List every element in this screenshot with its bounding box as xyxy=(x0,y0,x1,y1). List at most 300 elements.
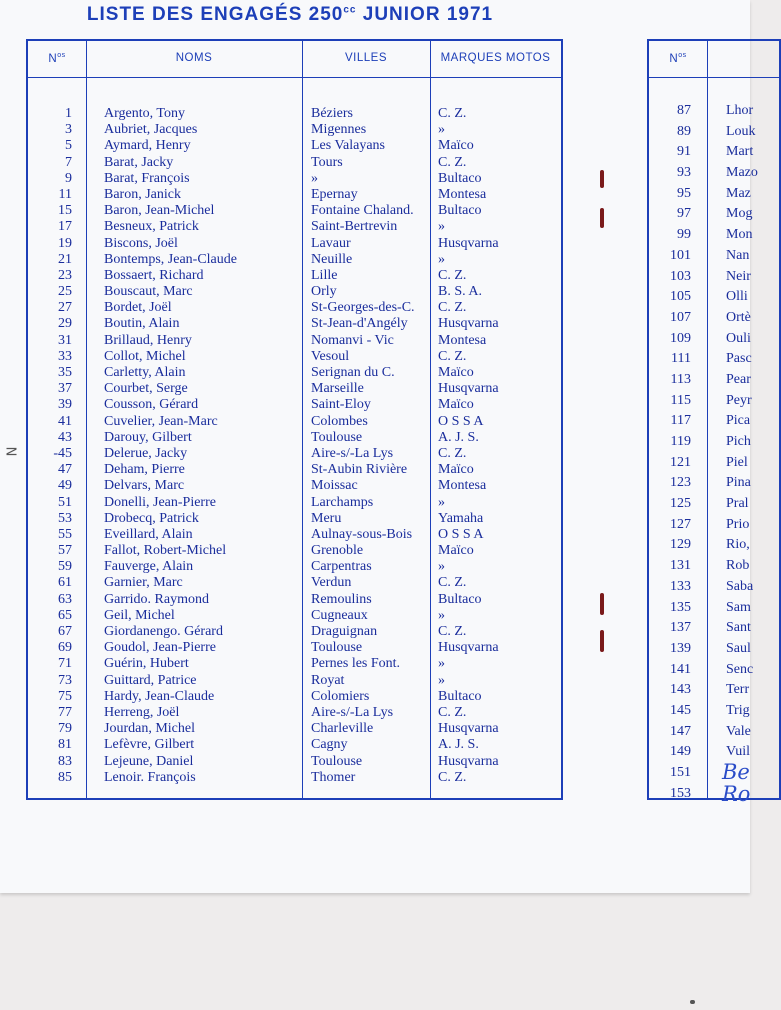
entry-number: 125 xyxy=(670,496,691,512)
entry-brand: C. Z. xyxy=(438,624,467,639)
entry-name: Herreng, Joël xyxy=(104,704,180,720)
entry-row xyxy=(28,430,561,446)
entry-number: 101 xyxy=(670,247,691,263)
entry-row xyxy=(28,737,561,753)
entry-city: Draguignan xyxy=(311,624,378,639)
entry-name: Hardy, Jean-Claude xyxy=(104,688,215,704)
next-entry-row xyxy=(649,205,779,226)
entry-number: 25 xyxy=(58,284,72,300)
entry-name: Maz xyxy=(726,185,751,201)
next-header-num: $N^{os}$ xyxy=(669,52,687,65)
entry-row xyxy=(28,640,561,656)
next-entry-row xyxy=(649,350,779,371)
entry-brand: A. J. S. xyxy=(438,429,479,445)
entry-number: 77 xyxy=(58,704,72,720)
entry-brand: Husqvarna xyxy=(438,721,499,737)
entry-number: 5 xyxy=(65,138,72,154)
entry-row xyxy=(28,592,561,608)
entry-city: Toulouse xyxy=(311,640,363,656)
entry-number: 79 xyxy=(58,721,72,737)
entry-brand: C. Z. xyxy=(438,769,467,785)
entry-row xyxy=(28,138,561,154)
entry-row xyxy=(28,284,561,300)
entry-number: 123 xyxy=(670,475,691,491)
entry-name: Delvars, Marc xyxy=(104,478,185,494)
entry-city: Aire-s/-La Lys xyxy=(311,445,394,461)
entry-name: Neir xyxy=(726,268,751,284)
entry-number: 1 xyxy=(65,106,72,121)
entry-brand: Bultaco xyxy=(438,591,482,607)
next-entry-row xyxy=(649,454,779,475)
entry-brand: Maïco xyxy=(438,543,474,559)
entry-city: Toulouse xyxy=(311,429,363,445)
next-entry-row xyxy=(649,371,779,392)
entry-name: Lefèvre, Gilbert xyxy=(104,737,195,753)
entry-name: Mazo xyxy=(726,165,758,181)
entry-name: Peyr xyxy=(726,392,752,408)
entry-number: 85 xyxy=(58,769,72,785)
entry-brand: » xyxy=(438,251,445,267)
binding-hole-mark xyxy=(600,630,604,652)
entry-number: 35 xyxy=(58,365,72,380)
entry-row xyxy=(28,559,561,575)
entry-city: Moissac xyxy=(311,478,358,494)
entry-number: 103 xyxy=(670,268,691,284)
entry-number: 9 xyxy=(65,170,72,186)
entry-city: » xyxy=(311,170,318,186)
entry-city: Grenoble xyxy=(311,543,364,559)
entry-name: Goudol, Jean-Pierre xyxy=(104,640,216,656)
entry-name: Nan xyxy=(726,247,750,263)
entry-name: Boutin, Alain xyxy=(104,316,180,332)
entry-name: Drobecq, Patrick xyxy=(104,510,199,526)
next-entry-row xyxy=(649,681,779,702)
entry-brand: C. Z. xyxy=(438,348,467,364)
header-num: $N^{os}$ xyxy=(48,52,66,65)
entry-number: 111 xyxy=(671,351,691,367)
entry-city: Serignan du C. xyxy=(311,365,395,380)
entry-number: 61 xyxy=(58,575,72,591)
entry-number: 109 xyxy=(670,330,691,346)
entry-name: Trig xyxy=(726,702,750,718)
entry-number: 21 xyxy=(58,251,72,267)
entry-number: 67 xyxy=(58,624,72,639)
entry-name: Bouscaut, Marc xyxy=(104,284,193,300)
entry-number: 31 xyxy=(58,332,72,348)
entry-row xyxy=(28,349,561,365)
entry-brand: Husqvarna xyxy=(438,381,499,397)
entry-brand: Montesa xyxy=(438,186,487,202)
entry-name: Guérin, Hubert xyxy=(104,656,189,672)
entry-name: Pich xyxy=(726,434,751,449)
entry-name: Saba xyxy=(726,578,754,594)
page-title: LISTE DES ENGAGÉS $250^{cc}$ JUNIOR 1971 xyxy=(86,4,494,25)
entry-name: Prio xyxy=(726,516,750,532)
entry-city: Nomanvi - Vic xyxy=(311,332,394,348)
next-entry-row xyxy=(649,330,779,351)
next-entry-row xyxy=(649,536,779,557)
entry-number: 145 xyxy=(670,702,691,718)
entry-row xyxy=(28,673,561,689)
entry-number: 107 xyxy=(670,309,691,325)
entry-number: 131 xyxy=(670,558,691,574)
entry-name: Sant xyxy=(726,620,751,636)
margin-note: N xyxy=(5,446,21,457)
entry-number: 83 xyxy=(58,753,72,769)
next-entry-row xyxy=(649,640,779,661)
entry-number: 19 xyxy=(58,235,72,251)
entry-number: 127 xyxy=(670,516,691,532)
entry-number: 133 xyxy=(670,578,691,594)
next-entry-row xyxy=(649,102,779,123)
entry-brand: » xyxy=(438,219,445,235)
entry-number: 11 xyxy=(58,186,72,202)
entry-brand: Maïco xyxy=(438,365,474,380)
entry-brand: Husqvarna xyxy=(438,316,499,332)
entry-number: 7 xyxy=(65,154,72,170)
next-entry-row xyxy=(649,764,779,785)
entry-city: Meru xyxy=(311,510,342,526)
entry-number: 87 xyxy=(677,103,691,118)
entry-brand: C. Z. xyxy=(438,106,467,121)
entry-brand: Montesa xyxy=(438,332,487,348)
entry-row xyxy=(28,106,561,122)
entry-name: Olli xyxy=(726,289,748,305)
entry-brand: Maïco xyxy=(438,397,474,413)
entry-number: 143 xyxy=(670,682,691,698)
entry-name: Giordanengo. Gérard xyxy=(104,624,223,639)
entry-brand: Montesa xyxy=(438,478,487,494)
entry-number: 53 xyxy=(58,510,72,526)
next-entry-row xyxy=(649,723,779,744)
entry-row xyxy=(28,495,561,511)
entry-name: Ouli xyxy=(726,330,751,346)
entry-city: Béziers xyxy=(311,106,353,121)
entry-row xyxy=(28,333,561,349)
entry-name: Bontemps, Jean-Claude xyxy=(104,251,237,267)
entry-number: 99 xyxy=(677,227,691,243)
entry-row xyxy=(28,122,561,138)
entry-number: 89 xyxy=(677,123,691,139)
entry-city: St-Aubin Rivière xyxy=(311,462,408,478)
entry-number: 135 xyxy=(670,599,691,615)
next-entry-row xyxy=(649,661,779,682)
entry-name: Carletty, Alain xyxy=(104,365,186,380)
entry-name: Donelli, Jean-Pierre xyxy=(104,494,216,510)
entry-number: 41 xyxy=(58,413,72,429)
entry-row xyxy=(28,252,561,268)
entry-number: 59 xyxy=(58,559,72,575)
handwriting-2: Ro xyxy=(722,782,751,806)
entry-brand: » xyxy=(438,122,445,138)
entry-city: Charleville xyxy=(311,721,374,737)
entry-name: Piel xyxy=(726,454,748,470)
entry-row xyxy=(28,236,561,252)
entry-brand: Bultaco xyxy=(438,203,482,219)
entry-row xyxy=(28,187,561,203)
next-entry-row xyxy=(649,288,779,309)
entry-city: Cagny xyxy=(311,737,348,753)
entry-name: Bossaert, Richard xyxy=(104,267,204,283)
entry-name: Eveillard, Alain xyxy=(104,526,193,542)
entry-name: Garnier, Marc xyxy=(104,575,183,591)
entry-city: St-Jean-d'Angély xyxy=(311,316,408,332)
entry-row xyxy=(28,754,561,770)
entry-city: Migennes xyxy=(311,122,367,138)
next-entry-row xyxy=(649,143,779,164)
next-entry-row xyxy=(649,702,779,723)
entry-name: Rob xyxy=(726,558,750,574)
entry-brand: C. Z. xyxy=(438,154,467,170)
entry-brand: C. Z. xyxy=(438,575,467,591)
entry-name: Argento, Tony xyxy=(104,106,185,121)
header-brands: MARQUES MOTOS xyxy=(440,52,551,64)
entry-number: 17 xyxy=(58,219,72,235)
entry-name: Fallot, Robert-Michel xyxy=(104,543,227,559)
entry-name: Garrido. Raymond xyxy=(104,591,209,607)
next-entry-row xyxy=(649,578,779,599)
entry-number: 91 xyxy=(677,144,691,160)
entry-city: Saint-Eloy xyxy=(311,397,371,413)
next-page-table xyxy=(647,39,781,800)
entry-number: 95 xyxy=(677,185,691,201)
entry-number: 139 xyxy=(670,640,691,656)
entry-name: Cuvelier, Jean-Marc xyxy=(104,413,218,429)
entry-row xyxy=(28,300,561,316)
entry-row xyxy=(28,575,561,591)
binding-hole-mark xyxy=(600,593,604,615)
entry-row xyxy=(28,608,561,624)
entry-name: Lenoir. François xyxy=(104,769,196,785)
entry-brand: Maïco xyxy=(438,138,474,154)
entry-row xyxy=(28,414,561,430)
entry-name: Besneux, Patrick xyxy=(104,219,199,235)
entry-city: Lille xyxy=(311,267,338,283)
entry-number: 147 xyxy=(670,723,691,739)
entry-number: 23 xyxy=(58,267,72,283)
entry-row xyxy=(28,478,561,494)
entry-row xyxy=(28,511,561,527)
next-entry-row xyxy=(649,557,779,578)
entry-city: Marseille xyxy=(311,381,364,397)
entry-name: Baron, Jean-Michel xyxy=(104,203,215,219)
entry-number: 97 xyxy=(677,206,691,222)
entry-name: Saul xyxy=(726,640,751,656)
entry-city: Les Valayans xyxy=(311,138,385,154)
entry-brand: Husqvarna xyxy=(438,753,499,769)
entry-city: Vesoul xyxy=(311,348,350,364)
entry-row xyxy=(28,397,561,413)
entry-brand: Yamaha xyxy=(438,510,484,526)
entries-list xyxy=(28,106,561,786)
next-entry-row xyxy=(649,474,779,495)
entry-number: 55 xyxy=(58,526,72,542)
entry-number: 15 xyxy=(58,203,72,219)
entry-name: Mart xyxy=(726,144,754,160)
binding-hole-mark xyxy=(600,170,604,188)
entry-city: Aulnay-sous-Bois xyxy=(311,526,413,542)
entry-city: Royat xyxy=(311,672,345,688)
entry-city: Colomiers xyxy=(311,688,370,704)
entry-row xyxy=(28,316,561,332)
entry-number: 81 xyxy=(58,737,72,753)
entry-name: Pear xyxy=(726,371,751,387)
entry-number: 63 xyxy=(58,591,72,607)
handwriting-1: Be xyxy=(722,760,750,784)
entry-name: Aymard, Henry xyxy=(104,138,191,154)
entry-name: Sam xyxy=(726,599,751,615)
entry-city: Neuille xyxy=(311,251,353,267)
entry-name: Courbet, Serge xyxy=(104,381,188,397)
entry-number: 113 xyxy=(670,371,691,387)
entry-number: 65 xyxy=(58,607,72,623)
entry-name: Jourdan, Michel xyxy=(104,721,195,737)
entry-number: 93 xyxy=(677,165,691,181)
entry-number: 121 xyxy=(670,454,691,470)
entry-brand: » xyxy=(438,559,445,575)
entry-brand: Husqvarna xyxy=(438,235,499,251)
entry-number: 141 xyxy=(670,661,691,677)
entry-number: 137 xyxy=(670,620,691,636)
entry-number: 75 xyxy=(58,688,72,704)
entry-name: Barat, Jacky xyxy=(104,154,174,170)
entry-city: Carpentras xyxy=(311,559,372,575)
entry-name: Cousson, Gérard xyxy=(104,397,199,413)
next-entry-row xyxy=(649,164,779,185)
entry-row xyxy=(28,381,561,397)
entry-name: Louk xyxy=(726,123,756,139)
entry-brand: » xyxy=(438,494,445,510)
entry-row xyxy=(28,268,561,284)
entry-number: 49 xyxy=(58,478,72,494)
entry-number: 69 xyxy=(58,640,72,656)
entry-name: Pina xyxy=(726,475,751,491)
entry-city: Colombes xyxy=(311,413,368,429)
entry-number: 71 xyxy=(58,656,72,672)
entry-number: 33 xyxy=(58,348,72,364)
entry-name: Terr xyxy=(726,682,750,698)
next-entry-row xyxy=(649,599,779,620)
entry-name: Geil, Michel xyxy=(104,607,175,623)
entry-city: Pernes les Font. xyxy=(311,656,401,672)
entry-city: Remoulins xyxy=(311,591,372,607)
entry-name: Vale xyxy=(726,723,751,739)
entry-number: 3 xyxy=(65,122,72,138)
binding-hole-mark xyxy=(600,208,604,228)
next-entry-row xyxy=(649,392,779,413)
entry-brand: Husqvarna xyxy=(438,640,499,656)
entry-name: Vuil xyxy=(726,744,751,760)
next-entry-row xyxy=(649,268,779,289)
entry-number: 119 xyxy=(670,434,691,449)
entry-row xyxy=(28,446,561,462)
next-entry-row xyxy=(649,247,779,268)
entry-number: -45 xyxy=(53,445,72,461)
entry-number: 47 xyxy=(58,462,72,478)
entry-brand: Maïco xyxy=(438,462,474,478)
entry-name: Rio, xyxy=(726,537,750,553)
entry-number: 115 xyxy=(670,392,691,408)
entry-row xyxy=(28,203,561,219)
entry-city: Toulouse xyxy=(311,753,363,769)
entry-name: Aubriet, Jacques xyxy=(104,122,198,138)
entry-row xyxy=(28,543,561,559)
next-entry-row xyxy=(649,309,779,330)
entry-brand: » xyxy=(438,607,445,623)
entry-number: 149 xyxy=(670,744,691,760)
entry-number: 51 xyxy=(58,494,72,510)
entry-row xyxy=(28,155,561,171)
entry-row xyxy=(28,624,561,640)
dust-speck xyxy=(690,1000,695,1004)
next-entries-list xyxy=(649,102,779,805)
entry-brand: C. Z. xyxy=(438,300,467,316)
entry-name: Darouy, Gilbert xyxy=(104,429,192,445)
entry-name: Pasc xyxy=(726,351,752,367)
entry-brand: O S S A xyxy=(438,526,484,542)
entry-row xyxy=(28,219,561,235)
next-entry-row xyxy=(649,433,779,454)
entry-number: 129 xyxy=(670,537,691,553)
entry-city: Epernay xyxy=(311,186,358,202)
entry-city: Orly xyxy=(311,284,337,300)
entry-city: Thomer xyxy=(311,769,356,785)
entry-number: 73 xyxy=(58,672,72,688)
entry-city: Tours xyxy=(311,154,343,170)
entry-name: Barat, François xyxy=(104,170,190,186)
entry-brand: A. J. S. xyxy=(438,737,479,753)
entry-name: Baron, Janick xyxy=(104,186,181,202)
next-entry-row xyxy=(649,743,779,764)
entry-row xyxy=(28,705,561,721)
entry-row xyxy=(28,462,561,478)
entry-row xyxy=(28,689,561,705)
entry-brand: » xyxy=(438,656,445,672)
entry-name: Deham, Pierre xyxy=(104,462,185,478)
next-entry-row xyxy=(649,226,779,247)
entry-number: 105 xyxy=(670,289,691,305)
entry-name: Pica xyxy=(726,413,751,429)
entry-name: Collot, Michel xyxy=(104,348,186,364)
entry-city: Lavaur xyxy=(311,235,351,251)
next-entry-row xyxy=(649,516,779,537)
entry-name: Ortè xyxy=(726,309,751,325)
entry-number: 151 xyxy=(670,765,691,780)
entry-name: Bordet, Joël xyxy=(104,300,172,316)
next-entry-row xyxy=(649,123,779,144)
entry-row xyxy=(28,527,561,543)
entry-brand: Bultaco xyxy=(438,170,482,186)
entries-table xyxy=(26,39,563,800)
entry-row xyxy=(28,721,561,737)
entry-name: Mog xyxy=(726,206,753,222)
entry-city: Verdun xyxy=(311,575,352,591)
entry-name: Biscons, Joël xyxy=(104,235,178,251)
entry-city: Cugneaux xyxy=(311,607,368,623)
entry-name: Senc xyxy=(726,661,754,677)
entry-brand: O S S A xyxy=(438,413,484,429)
next-entry-row xyxy=(649,785,779,806)
entry-name: Brillaud, Henry xyxy=(104,332,192,348)
entry-city: Fontaine Chaland. xyxy=(311,203,414,219)
header-cities: VILLES xyxy=(345,52,387,64)
entry-city: St-Georges-des-C. xyxy=(311,300,415,316)
entry-brand: Bultaco xyxy=(438,688,482,704)
entry-brand: C. Z. xyxy=(438,267,467,283)
entry-number: 27 xyxy=(58,300,72,316)
entry-city: Larchamps xyxy=(311,494,374,510)
entry-number: 29 xyxy=(58,316,72,332)
